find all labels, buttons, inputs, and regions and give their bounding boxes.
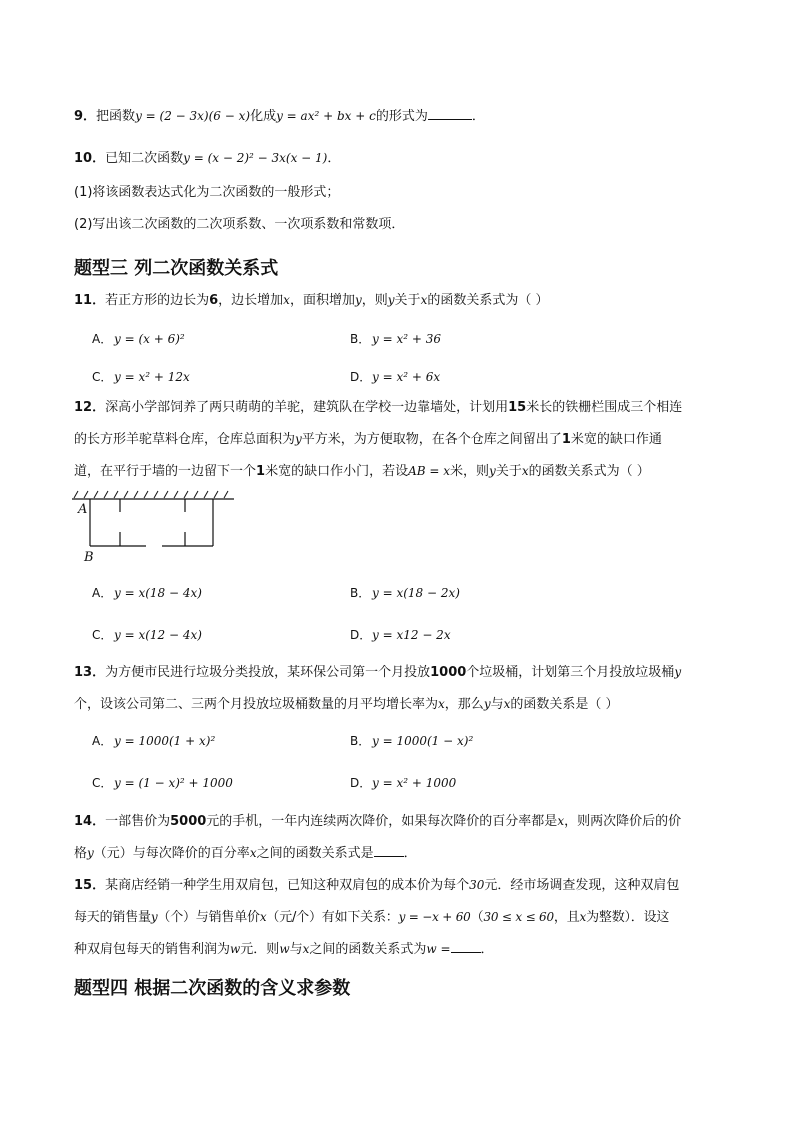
fence-outline xyxy=(90,499,213,546)
option-b: B． y = x² + 36 xyxy=(350,332,441,346)
option-b: B． y = x(18 − 2x) xyxy=(350,586,460,600)
option-a: A． y = 1000(1 + x)² xyxy=(92,734,216,748)
question-number: 15． xyxy=(74,878,106,893)
point-a-label: A xyxy=(78,502,88,517)
question-10-part-2: (2)写出该二次函数的二次项系数、一次项系数和常数项． xyxy=(74,217,405,232)
question-12-line-1: 12．深高小学部饲养了两只萌萌的羊驼，建筑队在学校一边靠墙处，计划用15米长的铁栅栏围成三个相连 xyxy=(74,400,683,415)
question-10: 10．已知二次函数y = (x − 2)² − 3x(x − 1)． xyxy=(74,151,341,166)
question-number: 12． xyxy=(74,400,106,415)
question-11: 11．若正方形的边长为6，边长增加x，面积增加y，则y关于x的函数关系式为（ ） xyxy=(74,293,549,308)
math-expression: y = (x − 2)² − 3x(x − 1) xyxy=(183,151,328,165)
option-c: C． y = x² + 12x xyxy=(92,370,190,384)
question-number: 13． xyxy=(74,665,106,680)
question-14-line-2: 格y（元）与每次降价的百分率x之间的函数关系式是 ． xyxy=(74,846,417,861)
option-a: A． y = (x + 6)² xyxy=(92,332,185,346)
option-d: D．y = x12 − 2x xyxy=(350,628,451,642)
answer-blank xyxy=(428,107,472,120)
option-b: B． y = 1000(1 − x)² xyxy=(350,734,474,748)
point-b-label: B xyxy=(84,550,94,565)
question-number: 11． xyxy=(74,293,106,308)
math-expression: y = ax² + bx + c xyxy=(276,109,376,123)
question-14-line-1: 14．一部售价为5000元的手机，一年内连续两次降价，如果每次降价的百分率都是x，则两次降价后的价 xyxy=(74,814,682,829)
wall-hatching xyxy=(74,491,228,498)
answer-blank xyxy=(451,940,481,953)
answer-blank xyxy=(374,844,404,857)
question-15-line-2: 每天的销售量y（个）与销售单价x（元/个）有如下关系：y = −x + 60（30 ≤ x ≤ 60，且x为整数）．设这 xyxy=(74,910,670,925)
question-number: 14． xyxy=(74,814,106,829)
question-number: 9． xyxy=(74,109,97,124)
question-10-part-1: (1)将该函数表达式化为二次函数的一般形式； xyxy=(74,185,340,200)
section-heading: 题型四 根据二次函数的含义求参数 xyxy=(74,978,351,999)
math-expression: y = (2 − 3x)(6 − x) xyxy=(135,109,251,123)
question-9: 9．把函数y = (2 − 3x)(6 − x)化成y = ax² + bx + c的形式为 ． xyxy=(74,109,485,124)
section-heading: 题型三 列二次函数关系式 xyxy=(74,258,279,279)
question-13-line-2: 个，设该公司第二、三两个月投放垃圾桶数量的月平均增长率为x，那么y与x的函数关系是（ ） xyxy=(74,697,619,712)
question-15-line-3: 种双肩包每天的销售利润为w元．则w与x之间的函数关系式为w = ． xyxy=(74,942,494,957)
option-c: C． y = (1 − x)² + 1000 xyxy=(92,776,233,790)
question-15-line-1: 15．某商店经销一种学生用双肩包，已知这种双肩包的成本价为每个30元．经市场调查发现，这种双肩包 xyxy=(74,878,680,893)
question-number: 10． xyxy=(74,151,106,166)
question-12-line-3: 道，在平行于墙的一边留下一个1米宽的缺口作小门，若设AB = x米，则y关于x的函数关系式为（ ） xyxy=(74,464,650,479)
option-a: A． y = x(18 − 4x) xyxy=(92,586,202,600)
fence-diagram xyxy=(70,488,242,566)
question-13-line-1: 13．为方便市民进行垃圾分类投放，某环保公司第一个月投放1000个垃圾桶，计划第三个月投放垃圾桶y xyxy=(74,665,682,680)
question-12-line-2: 的长方形羊驼草料仓库，仓库总面积为y平方米，为方便取物，在各个仓库之间留出了1米宽的缺口作通 xyxy=(74,432,662,447)
option-c: C． y = x(12 − 4x) xyxy=(92,628,202,642)
option-d: D．y = x² + 1000 xyxy=(350,776,457,790)
option-d: D．y = x² + 6x xyxy=(350,370,441,384)
